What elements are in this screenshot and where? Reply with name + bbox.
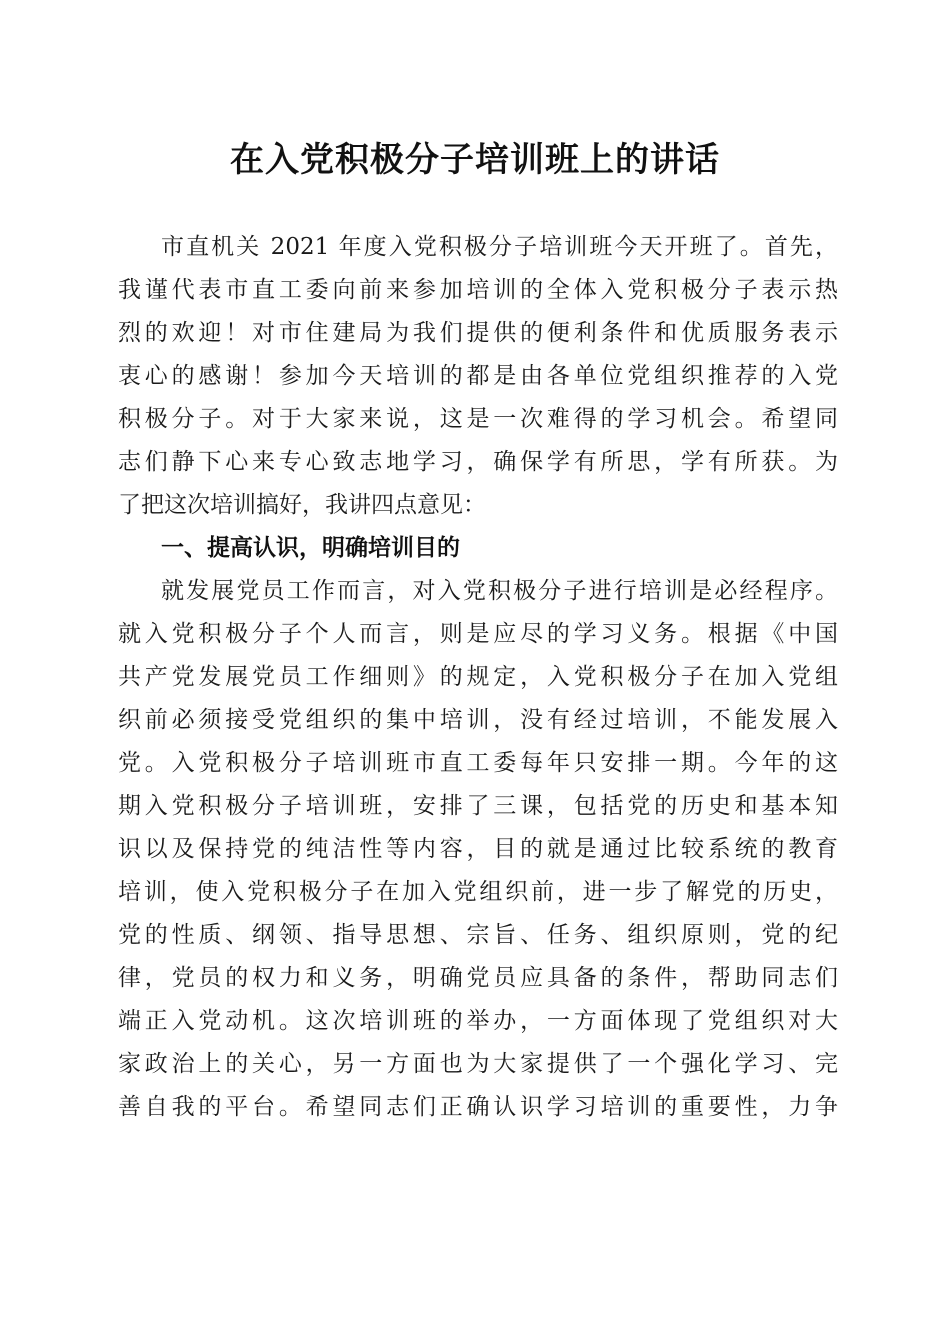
section-line: 党。入党积极分子培训班市直工委每年只安排一期。今年的这 bbox=[118, 750, 838, 776]
section-line: 家政治上的关心，另一方面也为大家提供了一个强化学习、完 bbox=[118, 1051, 838, 1077]
section-line: 织前必须接受党组织的集中培训，没有经过培训，不能发展入 bbox=[118, 707, 838, 733]
section-line: 共产党发展党员工作细则》的规定，入党积极分子在加入党组 bbox=[118, 664, 838, 690]
section-line: 期入党积极分子培训班，安排了三课，包括党的历史和基本知 bbox=[118, 793, 838, 819]
intro-line: 我谨代表市直工委向前来参加培训的全体入党积极分子表示热 bbox=[118, 277, 838, 303]
intro-line: 积极分子。对于大家来说，这是一次难得的学习机会。希望同 bbox=[118, 406, 838, 432]
section-line: 端正入党动机。这次培训班的举办，一方面体现了党组织对大 bbox=[118, 1008, 838, 1034]
intro-line: 衷心的感谢！参加今天培训的都是由各单位党组织推荐的入党 bbox=[118, 363, 838, 389]
section-line: 善自我的平台。希望同志们正确认识学习培训的重要性，力争 bbox=[118, 1094, 838, 1120]
section-line: 培训，使入党积极分子在加入党组织前，进一步了解党的历史， bbox=[118, 879, 838, 905]
intro-line: 志们静下心来专心致志地学习，确保学有所思，学有所获。为 bbox=[118, 449, 838, 475]
section-heading: 一、提高认识，明确培训目的 bbox=[161, 535, 460, 561]
section-line: 律，党员的权力和义务，明确党员应具备的条件，帮助同志们 bbox=[118, 965, 838, 991]
intro-line: 烈的欢迎！对市住建局为我们提供的便利条件和优质服务表示 bbox=[118, 320, 838, 346]
section-line: 就入党积极分子个人而言，则是应尽的学习义务。根据《中国 bbox=[118, 621, 838, 647]
intro-line: 市直机关 2021 年度入党积极分子培训班今天开班了。首先， bbox=[161, 234, 838, 260]
section-line: 党的性质、纲领、指导思想、宗旨、任务、组织原则，党的纪 bbox=[118, 922, 838, 948]
section-line: 识以及保持党的纯洁性等内容，目的就是通过比较系统的教育 bbox=[118, 836, 838, 862]
document-title: 在入党积极分子培训班上的讲话 bbox=[230, 140, 720, 180]
section-line: 就发展党员工作而言，对入党积极分子进行培训是必经程序。 bbox=[161, 578, 838, 604]
intro-line: 了把这次培训搞好，我讲四点意见： bbox=[118, 492, 486, 518]
